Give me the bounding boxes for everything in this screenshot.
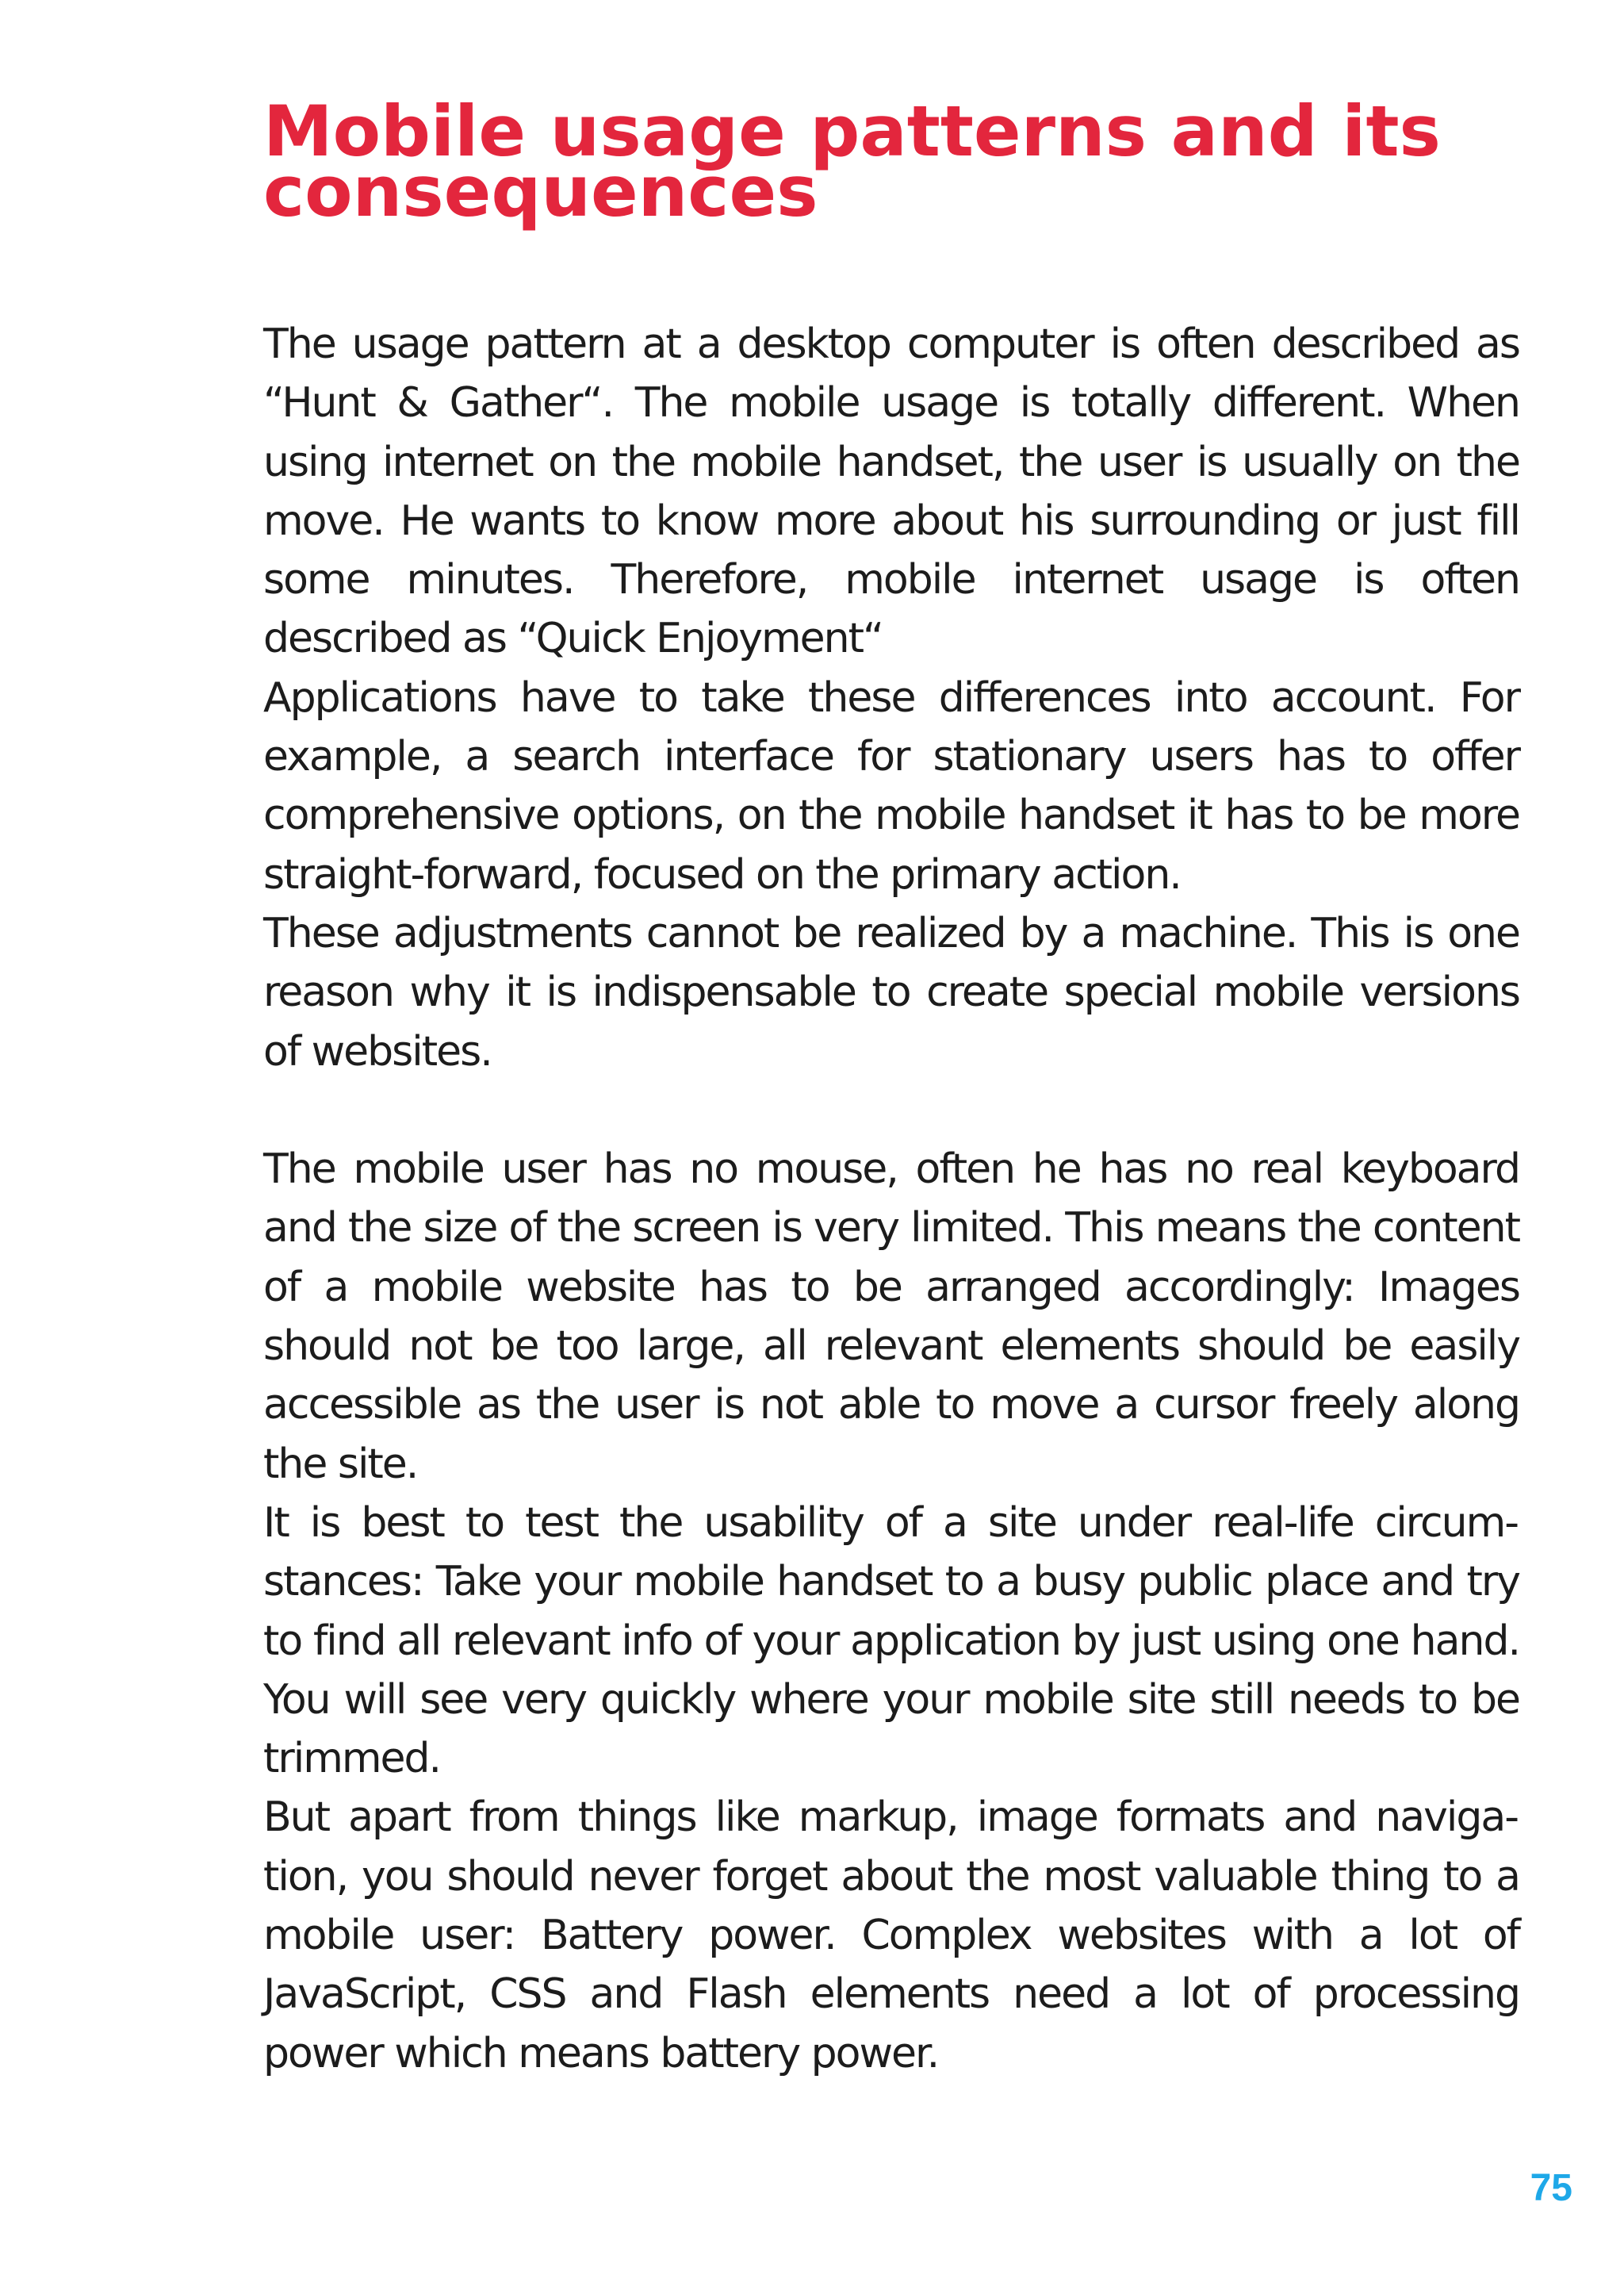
article-body — [263, 315, 1519, 2083]
paragraph: The mobile user has no mouse, often he has no real keyboard and the size of the screen is very limited. This means the content of a mobile website has to be arranged accordingly: Images should not be too large, all relevant elements should be easily accessible as the user is not able to move a cursor freely along the site. — [263, 1145, 1519, 1488]
paragraph: But apart from things like markup, image formats and navigation, you should never forget about the most valuable thing to a mobile user: Battery power. Complex websites with a lot of JavaScript, CSS and Flash elements need a lot of processing power which means battery power. — [263, 1793, 1519, 2077]
paragraph-spacer — [263, 1081, 1519, 1140]
paragraph: It is best to test the usability of a site under real-life circumstances: Take your mobile handset to a busy public place and try to find all relevant info of your application by just using one hand. You will see very quickly where your mobile site still needs to be trimmed. — [263, 1498, 1519, 1783]
page-number: 75 — [1530, 2167, 1572, 2209]
paragraph: These adjustments cannot be realized by a machine. This is one reason why it is indispensable to create special mobile versions of websites. — [263, 909, 1519, 1076]
article — [263, 90, 1519, 2083]
paragraph: Applications have to take these differences into account. For example, a search interface for stationary users has to offer comprehensive options, on the mobile handset it has to be more straight-forward, focused on the primary action. — [263, 673, 1519, 899]
paragraph: The usage pattern at a desktop computer is often described as “Hunt & Gather“. The mobile usage is totally different. When using internet on the mobile handset, the user is usually on the move. He wants to know more about his surrounding or just fill some minutes. Therefore, mobile internet usage is often described as “Quick Enjoyment“ — [263, 320, 1519, 663]
page-title: Mobile usage patterns and its consequences — [263, 90, 1441, 232]
